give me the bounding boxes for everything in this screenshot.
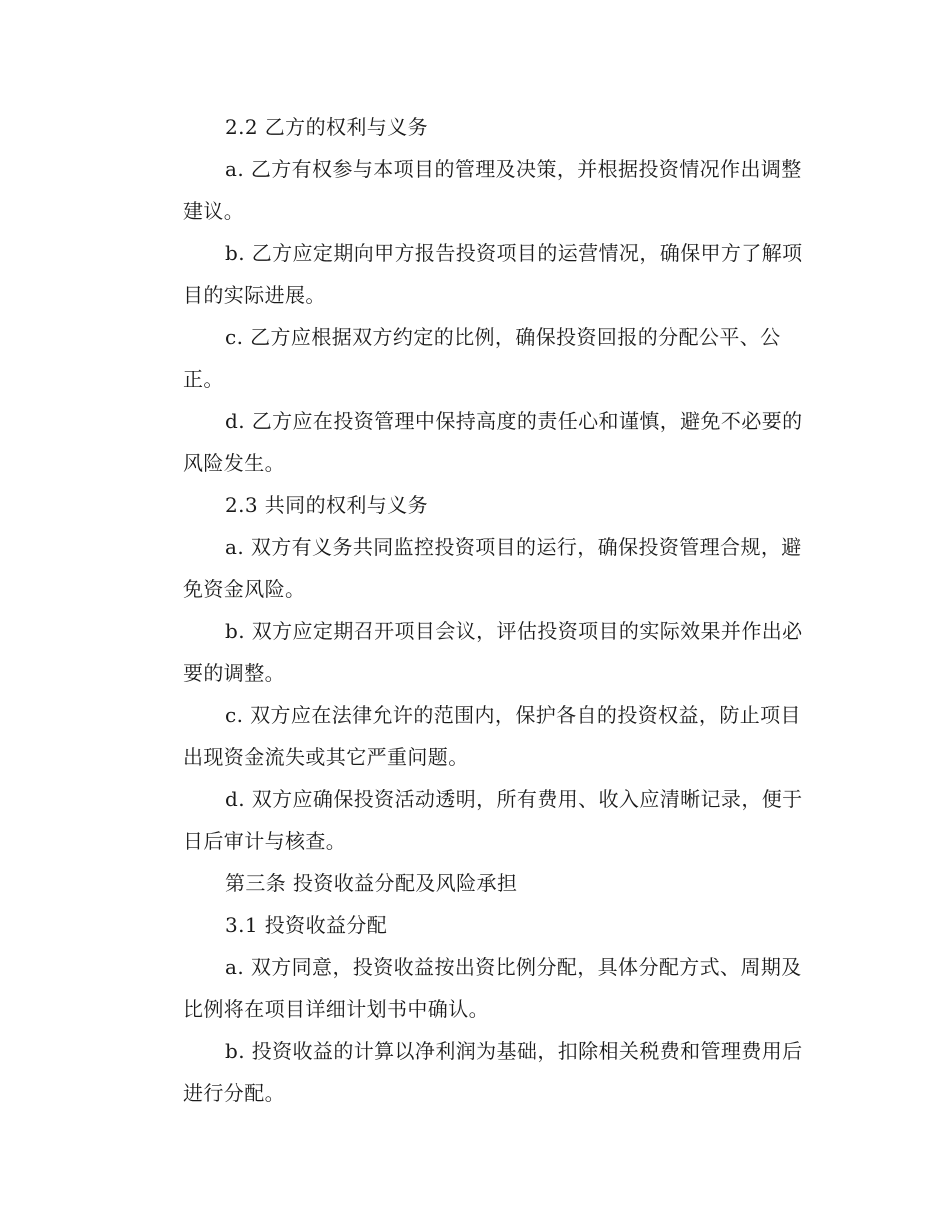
- clause-2-2-c: [141, 316, 805, 400]
- text-line: 3.1 投资收益分配: [225, 913, 388, 937]
- section-heading-2-2: [141, 106, 805, 148]
- clause-2-3-b: [141, 610, 805, 694]
- section-heading-2-3: [141, 484, 805, 526]
- text-line: 正。: [183, 367, 224, 391]
- text-line: 建议。: [183, 199, 245, 223]
- text-line: 日后审计与核查。: [183, 829, 347, 853]
- clause-2-2-b: [141, 232, 805, 316]
- text-line: 进行分配。: [183, 1081, 285, 1105]
- clause-3-1-b: [141, 1030, 805, 1114]
- clause-2-3-c: [141, 694, 805, 778]
- text-line: 第三条 投资收益分配及风险承担: [225, 871, 518, 895]
- text-line: b. 投资收益的计算以净利润为基础，扣除相关税费和管理费用后: [225, 1039, 803, 1063]
- text-line: 比例将在项目详细计划书中确认。: [183, 997, 489, 1021]
- text-line: 目的实际进展。: [183, 283, 326, 307]
- text-line: d. 乙方应在投资管理中保持高度的责任心和谨慎，避免不必要的: [225, 409, 803, 433]
- text-line: b. 乙方应定期向甲方报告投资项目的运营情况，确保甲方了解项: [225, 241, 803, 265]
- text-line: 风险发生。: [183, 451, 285, 475]
- clause-3-1-a: [141, 946, 805, 1030]
- text-line: a. 双方有义务共同监控投资项目的运行，确保投资管理合规，避: [225, 535, 802, 559]
- clause-2-3-a: [141, 526, 805, 610]
- clause-2-2-d: [141, 400, 805, 484]
- clause-2-3-d: [141, 778, 805, 862]
- text-line: 2.3 共同的权利与义务: [225, 493, 428, 517]
- article-heading-3: [141, 862, 805, 904]
- document-body: [141, 106, 805, 1114]
- text-line: c. 乙方应根据双方约定的比例，确保投资回报的分配公平、公: [225, 325, 781, 349]
- text-line: 2.2 乙方的权利与义务: [225, 115, 428, 139]
- text-line: 要的调整。: [183, 661, 285, 685]
- section-heading-3-1: [141, 904, 805, 946]
- text-line: 免资金风险。: [183, 577, 306, 601]
- text-line: a. 乙方有权参与本项目的管理及决策，并根据投资情况作出调整: [225, 157, 802, 181]
- text-line: b. 双方应定期召开项目会议，评估投资项目的实际效果并作出必: [225, 619, 803, 643]
- text-line: d. 双方应确保投资活动透明，所有费用、收入应清晰记录，便于: [225, 787, 803, 811]
- clause-2-2-a: [141, 148, 805, 232]
- text-line: 出现资金流失或其它严重问题。: [183, 745, 469, 769]
- text-line: a. 双方同意，投资收益按出资比例分配，具体分配方式、周期及: [225, 955, 802, 979]
- text-line: c. 双方应在法律允许的范围内，保护各自的投资权益，防止项目: [225, 703, 801, 727]
